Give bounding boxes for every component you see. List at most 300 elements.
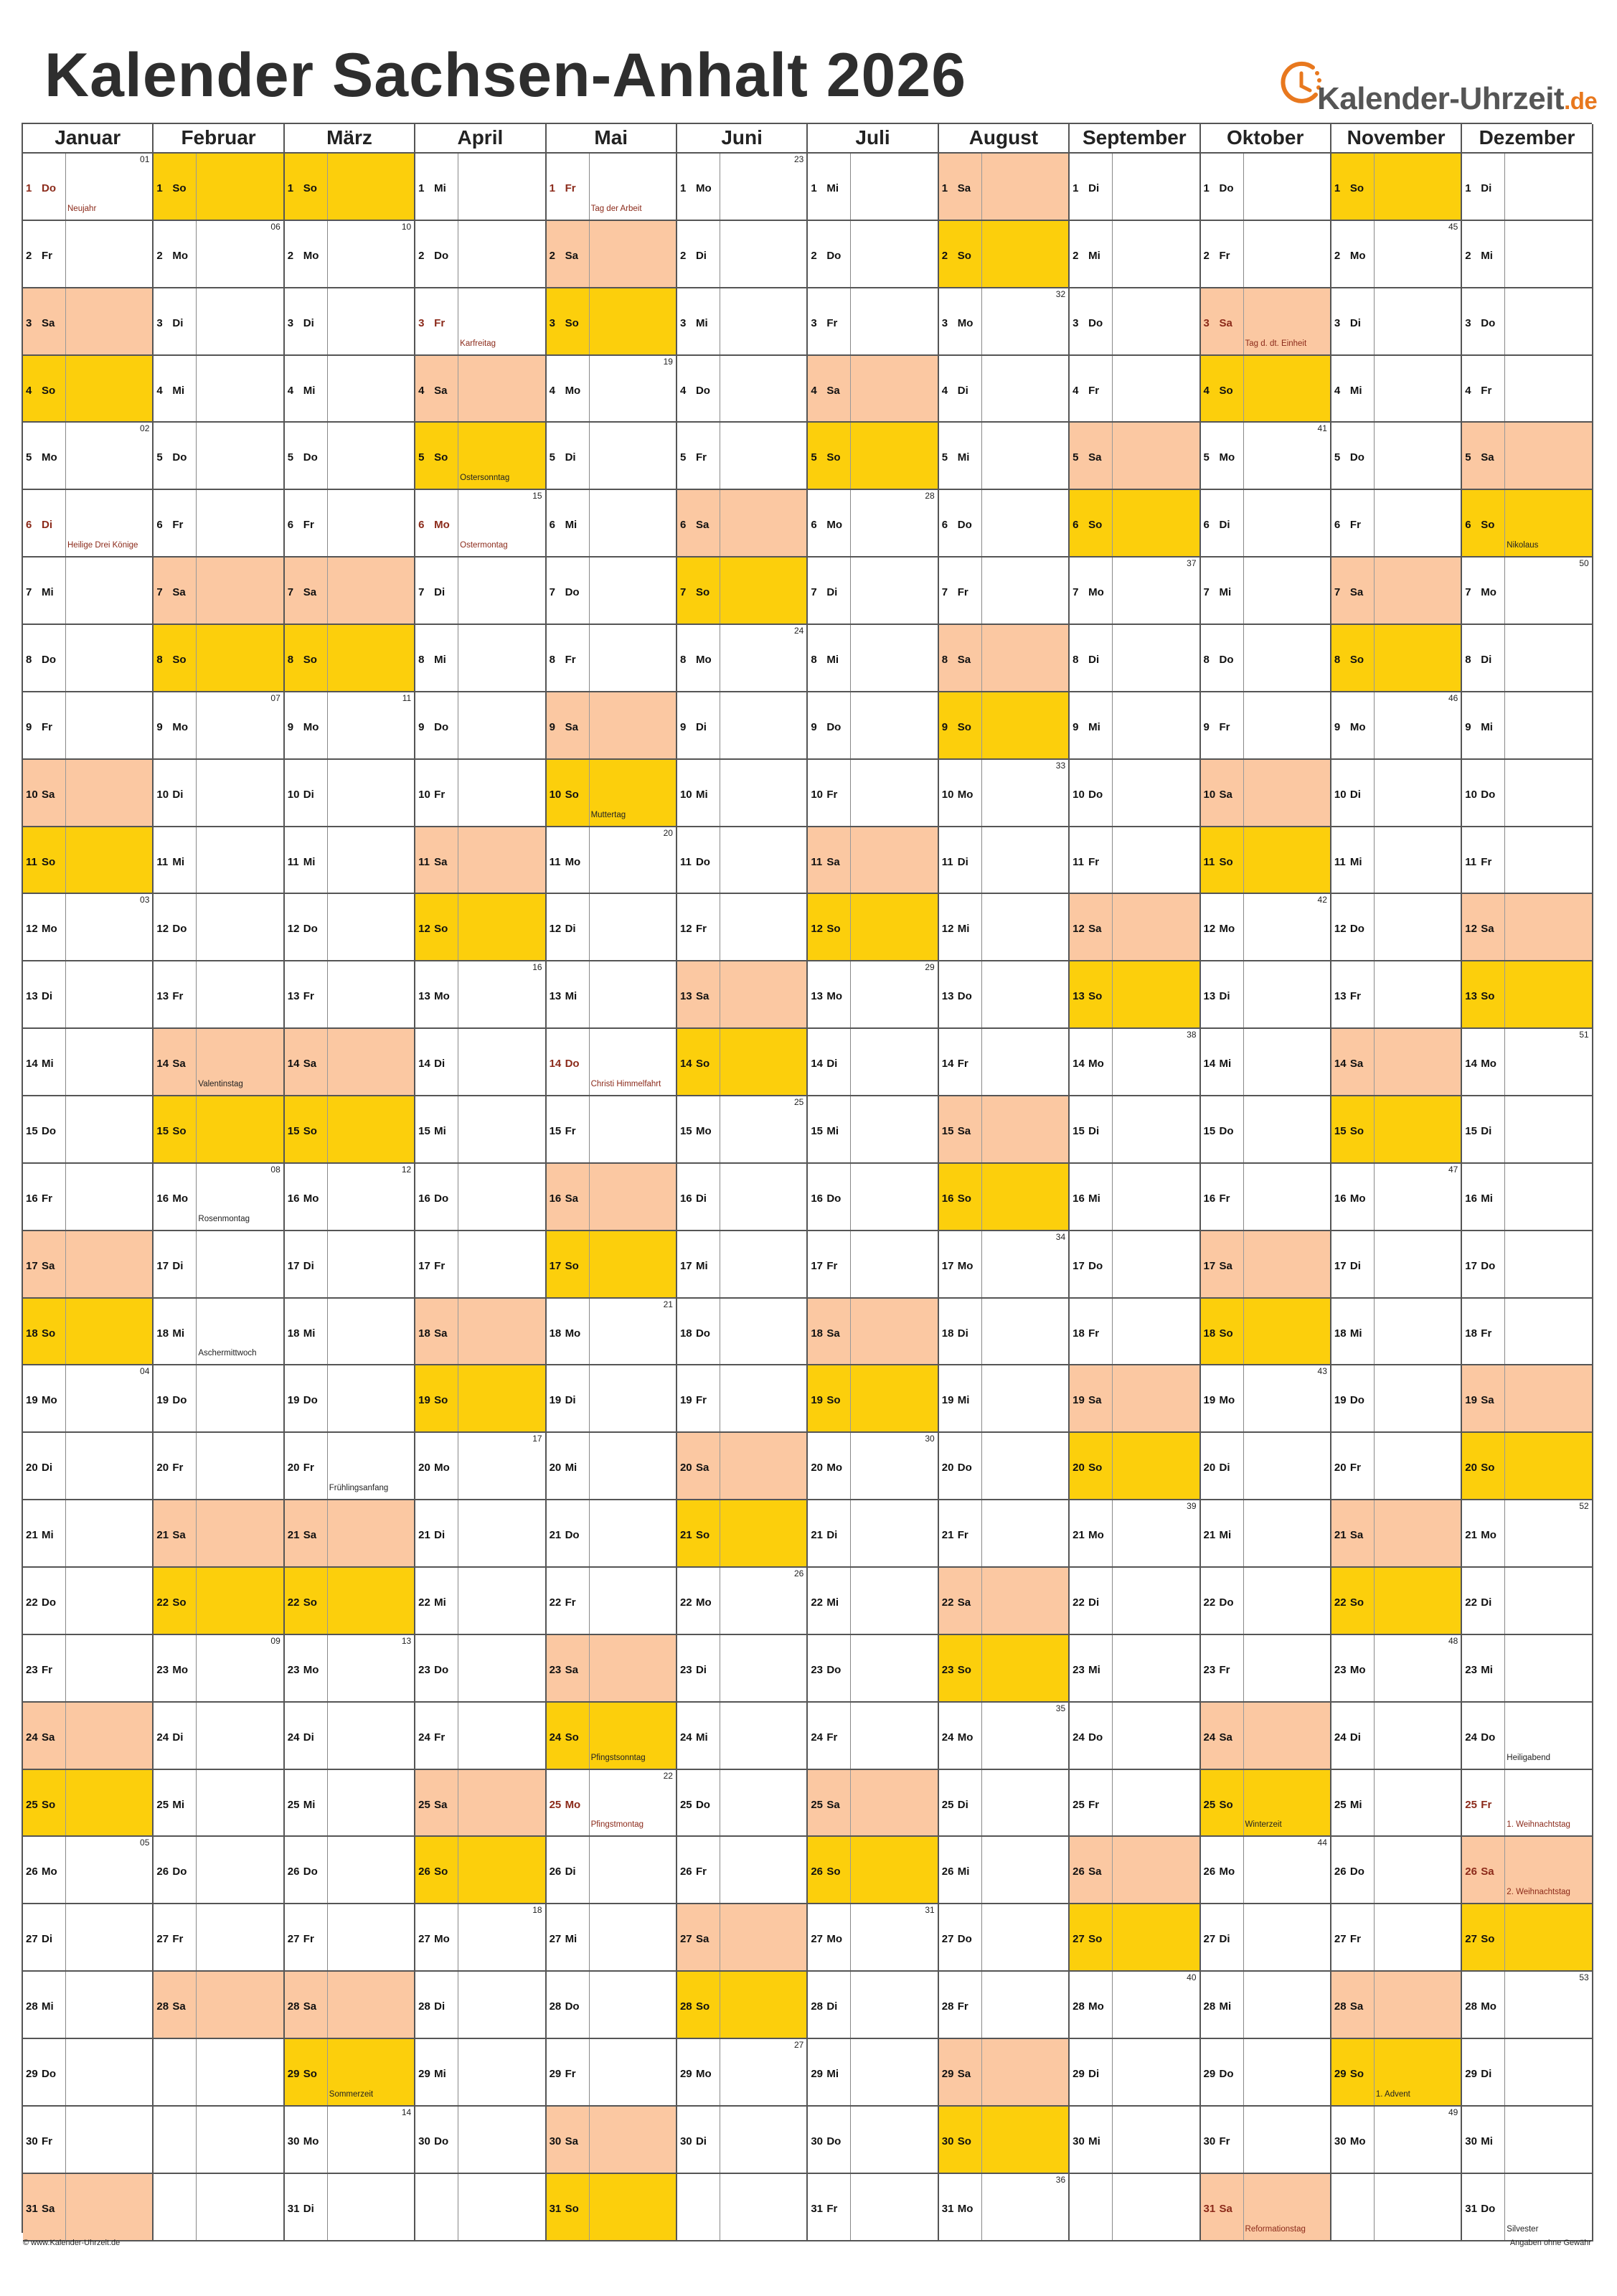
day-cell[interactable] [547, 625, 677, 692]
day-cell[interactable] [1331, 625, 1462, 692]
day-cell[interactable] [808, 1365, 938, 1433]
day-cell[interactable] [1331, 1635, 1462, 1703]
day-cell[interactable] [808, 1568, 938, 1635]
day-cell[interactable] [939, 423, 1070, 490]
day-cell[interactable] [1070, 1096, 1200, 1164]
day-cell[interactable] [285, 1500, 415, 1568]
day-cell[interactable] [415, 154, 546, 221]
day-cell[interactable] [547, 423, 677, 490]
day-cell[interactable] [1331, 1365, 1462, 1433]
day-cell[interactable] [23, 760, 154, 827]
day-cell[interactable] [808, 692, 938, 760]
day-cell[interactable] [547, 1568, 677, 1635]
day-cell[interactable] [1462, 2107, 1593, 2174]
day-cell[interactable] [23, 1703, 154, 1770]
day-cell[interactable] [677, 1703, 808, 1770]
day-cell[interactable] [677, 1365, 808, 1433]
day-cell[interactable] [415, 490, 546, 557]
day-cell[interactable] [415, 1433, 546, 1500]
day-cell[interactable] [677, 1299, 808, 1366]
day-cell[interactable] [1462, 1703, 1593, 1770]
day-cell[interactable] [23, 1904, 154, 1972]
day-cell[interactable] [808, 1500, 938, 1568]
day-cell[interactable] [154, 1231, 284, 1299]
day-cell[interactable] [939, 1365, 1070, 1433]
day-cell[interactable] [1462, 2174, 1593, 2241]
day-cell[interactable] [1201, 423, 1331, 490]
day-cell[interactable] [547, 1365, 677, 1433]
day-cell[interactable] [415, 1770, 546, 1838]
day-cell[interactable] [1331, 961, 1462, 1029]
day-cell[interactable] [1070, 625, 1200, 692]
day-cell[interactable] [154, 1770, 284, 1838]
day-cell[interactable] [1462, 1365, 1593, 1433]
day-cell[interactable] [285, 1164, 415, 1231]
day-cell[interactable] [1462, 625, 1593, 692]
day-cell[interactable] [677, 1770, 808, 1838]
day-cell[interactable] [808, 1972, 938, 2039]
day-cell[interactable] [808, 557, 938, 625]
day-cell[interactable] [1462, 692, 1593, 760]
day-cell[interactable] [1331, 1703, 1462, 1770]
day-cell[interactable] [939, 154, 1070, 221]
day-cell[interactable] [547, 692, 677, 760]
day-cell[interactable] [547, 1231, 677, 1299]
day-cell[interactable] [415, 760, 546, 827]
day-cell[interactable] [1462, 1568, 1593, 1635]
day-cell[interactable] [1462, 1231, 1593, 1299]
day-cell[interactable] [1201, 894, 1331, 961]
day-cell[interactable] [1201, 1568, 1331, 1635]
day-cell[interactable] [1331, 1029, 1462, 1096]
day-cell[interactable] [1331, 490, 1462, 557]
day-cell[interactable] [23, 1299, 154, 1366]
day-cell[interactable] [547, 2174, 677, 2241]
day-cell[interactable] [154, 221, 284, 288]
day-cell[interactable] [677, 692, 808, 760]
day-cell[interactable] [23, 2039, 154, 2107]
day-cell[interactable] [547, 490, 677, 557]
day-cell[interactable] [547, 1972, 677, 2039]
day-cell[interactable] [939, 1972, 1070, 2039]
day-cell[interactable] [23, 1500, 154, 1568]
day-cell[interactable] [939, 961, 1070, 1029]
day-cell[interactable] [415, 625, 546, 692]
day-cell[interactable] [23, 1568, 154, 1635]
day-cell[interactable] [154, 490, 284, 557]
day-cell[interactable] [1331, 1299, 1462, 1366]
day-cell[interactable] [415, 692, 546, 760]
day-cell[interactable] [1331, 692, 1462, 760]
day-cell[interactable] [1070, 2039, 1200, 2107]
day-cell[interactable] [808, 760, 938, 827]
day-cell[interactable] [808, 894, 938, 961]
day-cell[interactable] [677, 1231, 808, 1299]
day-cell[interactable] [154, 1904, 284, 1972]
day-cell[interactable] [939, 2039, 1070, 2107]
day-cell[interactable] [939, 1500, 1070, 1568]
day-cell[interactable] [1201, 1365, 1331, 1433]
day-cell[interactable] [1462, 1972, 1593, 2039]
day-cell[interactable] [154, 557, 284, 625]
day-cell[interactable] [677, 1837, 808, 1904]
day-cell[interactable] [808, 827, 938, 895]
day-cell[interactable] [1462, 1770, 1593, 1838]
day-cell[interactable] [154, 1500, 284, 1568]
day-cell[interactable] [285, 356, 415, 423]
day-cell[interactable] [23, 423, 154, 490]
day-cell[interactable] [1201, 221, 1331, 288]
day-cell[interactable] [677, 1433, 808, 1500]
day-cell[interactable] [677, 2107, 808, 2174]
day-cell[interactable] [547, 961, 677, 1029]
day-cell[interactable] [23, 827, 154, 895]
day-cell[interactable] [1462, 2039, 1593, 2107]
day-cell[interactable] [939, 1703, 1070, 1770]
day-cell[interactable] [285, 2174, 415, 2241]
day-cell[interactable] [285, 1972, 415, 2039]
day-cell[interactable] [1201, 760, 1331, 827]
day-cell[interactable] [1070, 1904, 1200, 1972]
day-cell[interactable] [1070, 1972, 1200, 2039]
day-cell[interactable] [1070, 1500, 1200, 1568]
day-cell[interactable] [939, 827, 1070, 895]
day-cell[interactable] [23, 1770, 154, 1838]
day-cell[interactable] [1201, 490, 1331, 557]
day-cell[interactable] [1070, 221, 1200, 288]
day-cell[interactable] [285, 625, 415, 692]
day-cell[interactable] [23, 356, 154, 423]
day-cell[interactable] [23, 625, 154, 692]
day-cell[interactable] [677, 356, 808, 423]
day-cell[interactable] [808, 961, 938, 1029]
day-cell[interactable] [23, 1972, 154, 2039]
day-cell[interactable] [285, 1703, 415, 1770]
day-cell[interactable] [1070, 827, 1200, 895]
day-cell[interactable] [285, 423, 415, 490]
day-cell[interactable] [415, 894, 546, 961]
day-cell[interactable] [1331, 2039, 1462, 2107]
day-cell[interactable] [285, 2039, 415, 2107]
day-cell[interactable] [285, 221, 415, 288]
day-cell[interactable] [285, 961, 415, 1029]
day-cell[interactable] [415, 1703, 546, 1770]
day-cell[interactable] [154, 827, 284, 895]
day-cell[interactable] [1462, 490, 1593, 557]
day-cell[interactable] [415, 1972, 546, 2039]
day-cell[interactable] [677, 288, 808, 356]
day-cell[interactable] [285, 760, 415, 827]
day-cell[interactable] [285, 154, 415, 221]
day-cell[interactable] [1070, 1568, 1200, 1635]
day-cell[interactable] [939, 1029, 1070, 1096]
day-cell[interactable] [415, 1231, 546, 1299]
day-cell[interactable] [154, 1703, 284, 1770]
day-cell[interactable] [677, 1096, 808, 1164]
day-cell[interactable] [808, 2039, 938, 2107]
day-cell[interactable] [677, 1568, 808, 1635]
day-cell[interactable] [939, 1299, 1070, 1366]
day-cell[interactable] [285, 1635, 415, 1703]
day-cell[interactable] [547, 1433, 677, 1500]
day-cell[interactable] [415, 961, 546, 1029]
day-cell[interactable] [677, 1635, 808, 1703]
day-cell[interactable] [939, 2174, 1070, 2241]
day-cell[interactable] [285, 1837, 415, 1904]
day-cell[interactable] [1462, 1096, 1593, 1164]
day-cell[interactable] [808, 1299, 938, 1366]
day-cell[interactable] [285, 557, 415, 625]
day-cell[interactable] [1201, 1703, 1331, 1770]
day-cell[interactable] [808, 1164, 938, 1231]
day-cell[interactable] [415, 827, 546, 895]
day-cell[interactable] [808, 1231, 938, 1299]
day-cell[interactable] [1070, 154, 1200, 221]
day-cell[interactable] [1070, 490, 1200, 557]
day-cell[interactable] [285, 827, 415, 895]
day-cell[interactable] [1462, 894, 1593, 961]
day-cell[interactable] [1462, 221, 1593, 288]
day-cell[interactable] [415, 1096, 546, 1164]
day-cell[interactable] [23, 2107, 154, 2174]
day-cell[interactable] [547, 288, 677, 356]
day-cell[interactable] [1201, 288, 1331, 356]
day-cell[interactable] [1070, 356, 1200, 423]
day-cell[interactable] [1201, 625, 1331, 692]
day-cell[interactable] [1331, 1500, 1462, 1568]
day-cell[interactable] [1462, 423, 1593, 490]
day-cell[interactable] [1201, 2107, 1331, 2174]
day-cell[interactable] [677, 423, 808, 490]
day-cell[interactable] [1331, 1837, 1462, 1904]
day-cell[interactable] [285, 692, 415, 760]
day-cell[interactable] [808, 356, 938, 423]
day-cell[interactable] [677, 1164, 808, 1231]
day-cell[interactable] [1070, 894, 1200, 961]
day-cell[interactable] [1201, 1500, 1331, 1568]
day-cell[interactable] [1201, 154, 1331, 221]
day-cell[interactable] [1201, 827, 1331, 895]
day-cell[interactable] [808, 154, 938, 221]
day-cell[interactable] [415, 1904, 546, 1972]
day-cell[interactable] [23, 288, 154, 356]
day-cell[interactable] [677, 490, 808, 557]
day-cell[interactable] [547, 1096, 677, 1164]
day-cell[interactable] [677, 2039, 808, 2107]
site-logo[interactable] [1280, 57, 1598, 122]
day-cell[interactable] [1462, 1029, 1593, 1096]
day-cell[interactable] [415, 1568, 546, 1635]
day-cell[interactable] [23, 1164, 154, 1231]
day-cell[interactable] [1070, 760, 1200, 827]
day-cell[interactable] [677, 557, 808, 625]
day-cell[interactable] [547, 827, 677, 895]
day-cell[interactable] [415, 356, 546, 423]
day-cell[interactable] [1070, 1299, 1200, 1366]
day-cell[interactable] [154, 625, 284, 692]
day-cell[interactable] [677, 1904, 808, 1972]
day-cell[interactable] [23, 1635, 154, 1703]
day-cell[interactable] [939, 557, 1070, 625]
day-cell[interactable] [808, 1096, 938, 1164]
day-cell[interactable] [677, 760, 808, 827]
day-cell[interactable] [1331, 760, 1462, 827]
day-cell[interactable] [677, 1972, 808, 2039]
day-cell[interactable] [808, 625, 938, 692]
day-cell[interactable] [285, 1770, 415, 1838]
day-cell[interactable] [1331, 423, 1462, 490]
day-cell[interactable] [939, 894, 1070, 961]
day-cell[interactable] [939, 2107, 1070, 2174]
day-cell[interactable] [1201, 1164, 1331, 1231]
day-cell[interactable] [808, 1904, 938, 1972]
day-cell[interactable] [547, 221, 677, 288]
day-cell[interactable] [1201, 2039, 1331, 2107]
day-cell[interactable] [285, 1365, 415, 1433]
day-cell[interactable] [23, 1231, 154, 1299]
day-cell[interactable] [939, 1770, 1070, 1838]
day-cell[interactable] [1462, 827, 1593, 895]
day-cell[interactable] [1070, 557, 1200, 625]
day-cell[interactable] [1201, 1770, 1331, 1838]
day-cell[interactable] [1070, 1433, 1200, 1500]
day-cell[interactable] [285, 1029, 415, 1096]
day-cell[interactable] [808, 288, 938, 356]
day-cell[interactable] [808, 1029, 938, 1096]
day-cell[interactable] [1331, 557, 1462, 625]
day-cell[interactable] [285, 1096, 415, 1164]
day-cell[interactable] [939, 625, 1070, 692]
day-cell[interactable] [285, 1904, 415, 1972]
day-cell[interactable] [939, 760, 1070, 827]
day-cell[interactable] [547, 356, 677, 423]
day-cell[interactable] [1201, 1231, 1331, 1299]
day-cell[interactable] [1070, 1231, 1200, 1299]
day-cell[interactable] [285, 1433, 415, 1500]
day-cell[interactable] [808, 423, 938, 490]
day-cell[interactable] [1462, 1500, 1593, 1568]
day-cell[interactable] [23, 557, 154, 625]
day-cell[interactable] [1462, 1904, 1593, 1972]
day-cell[interactable] [677, 1029, 808, 1096]
day-cell[interactable] [1201, 2174, 1331, 2241]
day-cell[interactable] [547, 1029, 677, 1096]
day-cell[interactable] [154, 154, 284, 221]
day-cell[interactable] [154, 1837, 284, 1904]
day-cell[interactable] [1462, 557, 1593, 625]
day-cell[interactable] [939, 1568, 1070, 1635]
day-cell[interactable] [415, 1635, 546, 1703]
day-cell[interactable] [415, 288, 546, 356]
day-cell[interactable] [1331, 288, 1462, 356]
day-cell[interactable] [547, 2039, 677, 2107]
day-cell[interactable] [1070, 961, 1200, 1029]
day-cell[interactable] [415, 1164, 546, 1231]
day-cell[interactable] [1201, 1837, 1331, 1904]
day-cell[interactable] [547, 1164, 677, 1231]
day-cell[interactable] [808, 1433, 938, 1500]
day-cell[interactable] [1201, 1096, 1331, 1164]
day-cell[interactable] [285, 1299, 415, 1366]
day-cell[interactable] [285, 894, 415, 961]
day-cell[interactable] [1331, 1770, 1462, 1838]
day-cell[interactable] [1070, 1029, 1200, 1096]
day-cell[interactable] [1070, 2107, 1200, 2174]
day-cell[interactable] [1201, 1904, 1331, 1972]
day-cell[interactable] [154, 1365, 284, 1433]
day-cell[interactable] [808, 2174, 938, 2241]
day-cell[interactable] [939, 1837, 1070, 1904]
day-cell[interactable] [547, 1635, 677, 1703]
day-cell[interactable] [1070, 1770, 1200, 1838]
day-cell[interactable] [1331, 1096, 1462, 1164]
day-cell[interactable] [677, 625, 808, 692]
day-cell[interactable] [285, 2107, 415, 2174]
day-cell[interactable] [154, 356, 284, 423]
day-cell[interactable] [154, 1433, 284, 1500]
day-cell[interactable] [677, 1500, 808, 1568]
day-cell[interactable] [547, 154, 677, 221]
day-cell[interactable] [23, 221, 154, 288]
day-cell[interactable] [285, 1568, 415, 1635]
day-cell[interactable] [1462, 1837, 1593, 1904]
day-cell[interactable] [547, 760, 677, 827]
day-cell[interactable] [808, 2107, 938, 2174]
day-cell[interactable] [23, 2174, 154, 2241]
day-cell[interactable] [285, 288, 415, 356]
day-cell[interactable] [1201, 961, 1331, 1029]
day-cell[interactable] [939, 1096, 1070, 1164]
day-cell[interactable] [23, 1433, 154, 1500]
day-cell[interactable] [547, 1770, 677, 1838]
day-cell[interactable] [1462, 961, 1593, 1029]
day-cell[interactable] [1462, 1433, 1593, 1500]
day-cell[interactable] [154, 760, 284, 827]
day-cell[interactable] [808, 1770, 938, 1838]
day-cell[interactable] [939, 1164, 1070, 1231]
day-cell[interactable] [23, 1365, 154, 1433]
day-cell[interactable] [547, 1904, 677, 1972]
day-cell[interactable] [808, 221, 938, 288]
day-cell[interactable] [415, 2039, 546, 2107]
day-cell[interactable] [154, 961, 284, 1029]
day-cell[interactable] [154, 1635, 284, 1703]
day-cell[interactable] [1070, 1837, 1200, 1904]
day-cell[interactable] [808, 1837, 938, 1904]
day-cell[interactable] [154, 1299, 284, 1366]
day-cell[interactable] [415, 1299, 546, 1366]
day-cell[interactable] [415, 423, 546, 490]
day-cell[interactable] [1201, 1972, 1331, 2039]
day-cell[interactable] [154, 692, 284, 760]
day-cell[interactable] [1331, 827, 1462, 895]
day-cell[interactable] [154, 1029, 284, 1096]
day-cell[interactable] [939, 1904, 1070, 1972]
day-cell[interactable] [154, 894, 284, 961]
day-cell[interactable] [154, 423, 284, 490]
day-cell[interactable] [415, 1365, 546, 1433]
day-cell[interactable] [1462, 1299, 1593, 1366]
day-cell[interactable] [547, 2107, 677, 2174]
day-cell[interactable] [1201, 1433, 1331, 1500]
day-cell[interactable] [939, 356, 1070, 423]
day-cell[interactable] [677, 827, 808, 895]
day-cell[interactable] [547, 557, 677, 625]
day-cell[interactable] [1462, 356, 1593, 423]
day-cell[interactable] [1331, 1231, 1462, 1299]
day-cell[interactable] [415, 1837, 546, 1904]
day-cell[interactable] [808, 490, 938, 557]
